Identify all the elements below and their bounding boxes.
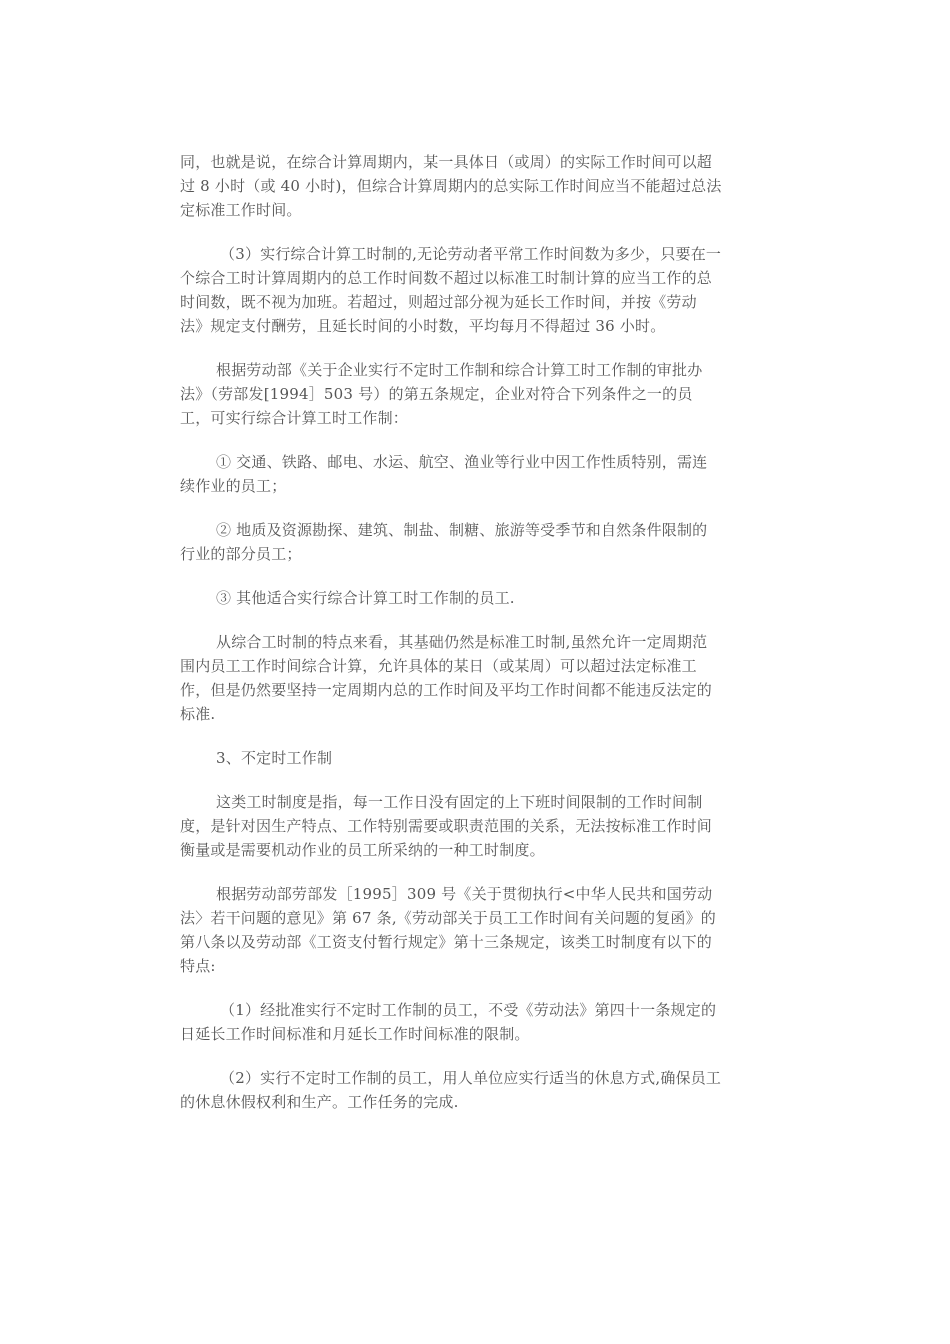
text-line: （3）实行综合计算工时制的,无论劳动者平常工作时间数为多少，只要在一 (220, 245, 722, 263)
paragraph-point-2 (180, 1066, 770, 1114)
paragraph-point-1 (180, 998, 770, 1046)
paragraph-comprehensive-period (180, 150, 770, 222)
text-line: 工，可实行综合计算工时工作制： (180, 409, 409, 427)
text-line: 法〉若干问题的意见》第 67 条,《劳动部关于员工工作时间有关问题的复函》的 (180, 909, 716, 927)
text-line: 根据劳动部《关于企业实行不定时工作制和综合计算工时工作制的审批办 (216, 361, 703, 379)
text-line: （2）实行不定时工作制的员工，用人单位应实行适当的休息方式,确保员工 (220, 1069, 722, 1087)
text-line: 作，但是仍然要坚持一定周期内总的工作时间及平均工作时间都不能违反法定的 (180, 681, 713, 699)
text-line: 时间数，既不视为加班。若超过，则超过部分视为延长工作时间，并按《劳动 (180, 293, 697, 311)
paragraph-legal-basis (180, 882, 770, 978)
text-line: 法》规定支付酬劳，且延长时间的小时数，平均每月不得超过 36 小时。 (180, 317, 666, 335)
text-line: 日延长工作时间标准和月延长工作时间标准的限制。 (180, 1025, 530, 1043)
section-title: 3、不定时工作制 (216, 749, 333, 767)
text-line: 度，是针对因生产特点、工作特别需要或职责范围的关系，无法按标准工作时间 (180, 817, 713, 835)
paragraph-item-3-overtime (180, 242, 770, 338)
text-line: 衡量或是需要机动作业的员工所采纳的一种工时制度。 (180, 841, 545, 859)
text-line: 标准. (180, 705, 216, 723)
text-line: 特点: (180, 957, 216, 975)
text-line: 这类工时制度是指，每一工作日没有固定的上下班时间限制的工作时间制 (216, 793, 703, 811)
text-line: 续作业的员工； (180, 477, 287, 495)
list-item-1 (180, 450, 770, 498)
text-line: 第八条以及劳动部《工资支付暂行规定》第十三条规定，该类工时制度有以下的 (180, 933, 713, 951)
list-item-3 (180, 586, 770, 610)
text-line: 从综合工时制的特点来看，其基础仍然是标准工时制,虽然允许一定周期范 (216, 633, 708, 651)
paragraph-approval-rules (180, 358, 770, 430)
text-line: 同，也就是说，在综合计算周期内，某一具体日（或周）的实际工作时间可以超 (180, 153, 713, 171)
text-line: ② 地质及资源勘探、建筑、制盐、制糖、旅游等受季节和自然条件限制的 (216, 521, 708, 539)
text-line: 定标准工作时间。 (180, 201, 302, 219)
list-item-2 (180, 518, 770, 566)
paragraph-characteristics (180, 630, 770, 726)
text-line: ① 交通、铁路、邮电、水运、航空、渔业等行业中因工作性质特别，需连 (216, 453, 708, 471)
section-heading (180, 746, 770, 770)
document-body (180, 150, 770, 1134)
text-line: 围内员工工作时间综合计算，允许具体的某日（或某周）可以超过法定标准工 (180, 657, 697, 675)
text-line: ③ 其他适合实行综合计算工时工作制的员工. (216, 589, 515, 607)
text-line: 法》（劳部发[1994］503 号）的第五条规定，企业对符合下列条件之一的员 (180, 385, 693, 403)
paragraph-flexible-definition (180, 790, 770, 862)
text-line: 个综合工时计算周期内的总工作时间数不超过以标准工时制计算的应当工作的总 (180, 269, 713, 287)
text-line: （1）经批准实行不定时工作制的员工，不受《劳动法》第四十一条规定的 (220, 1001, 717, 1019)
text-line: 行业的部分员工； (180, 545, 302, 563)
text-line: 过 8 小时（或 40 小时)，但综合计算周期内的总实际工作时间应当不能超过总法 (180, 177, 722, 195)
text-line: 的休息休假权利和生产。工作任务的完成. (180, 1093, 459, 1111)
text-line: 根据劳动部劳部发［1995］309 号《关于贯彻执行<中华人民共和国劳动 (216, 885, 713, 903)
